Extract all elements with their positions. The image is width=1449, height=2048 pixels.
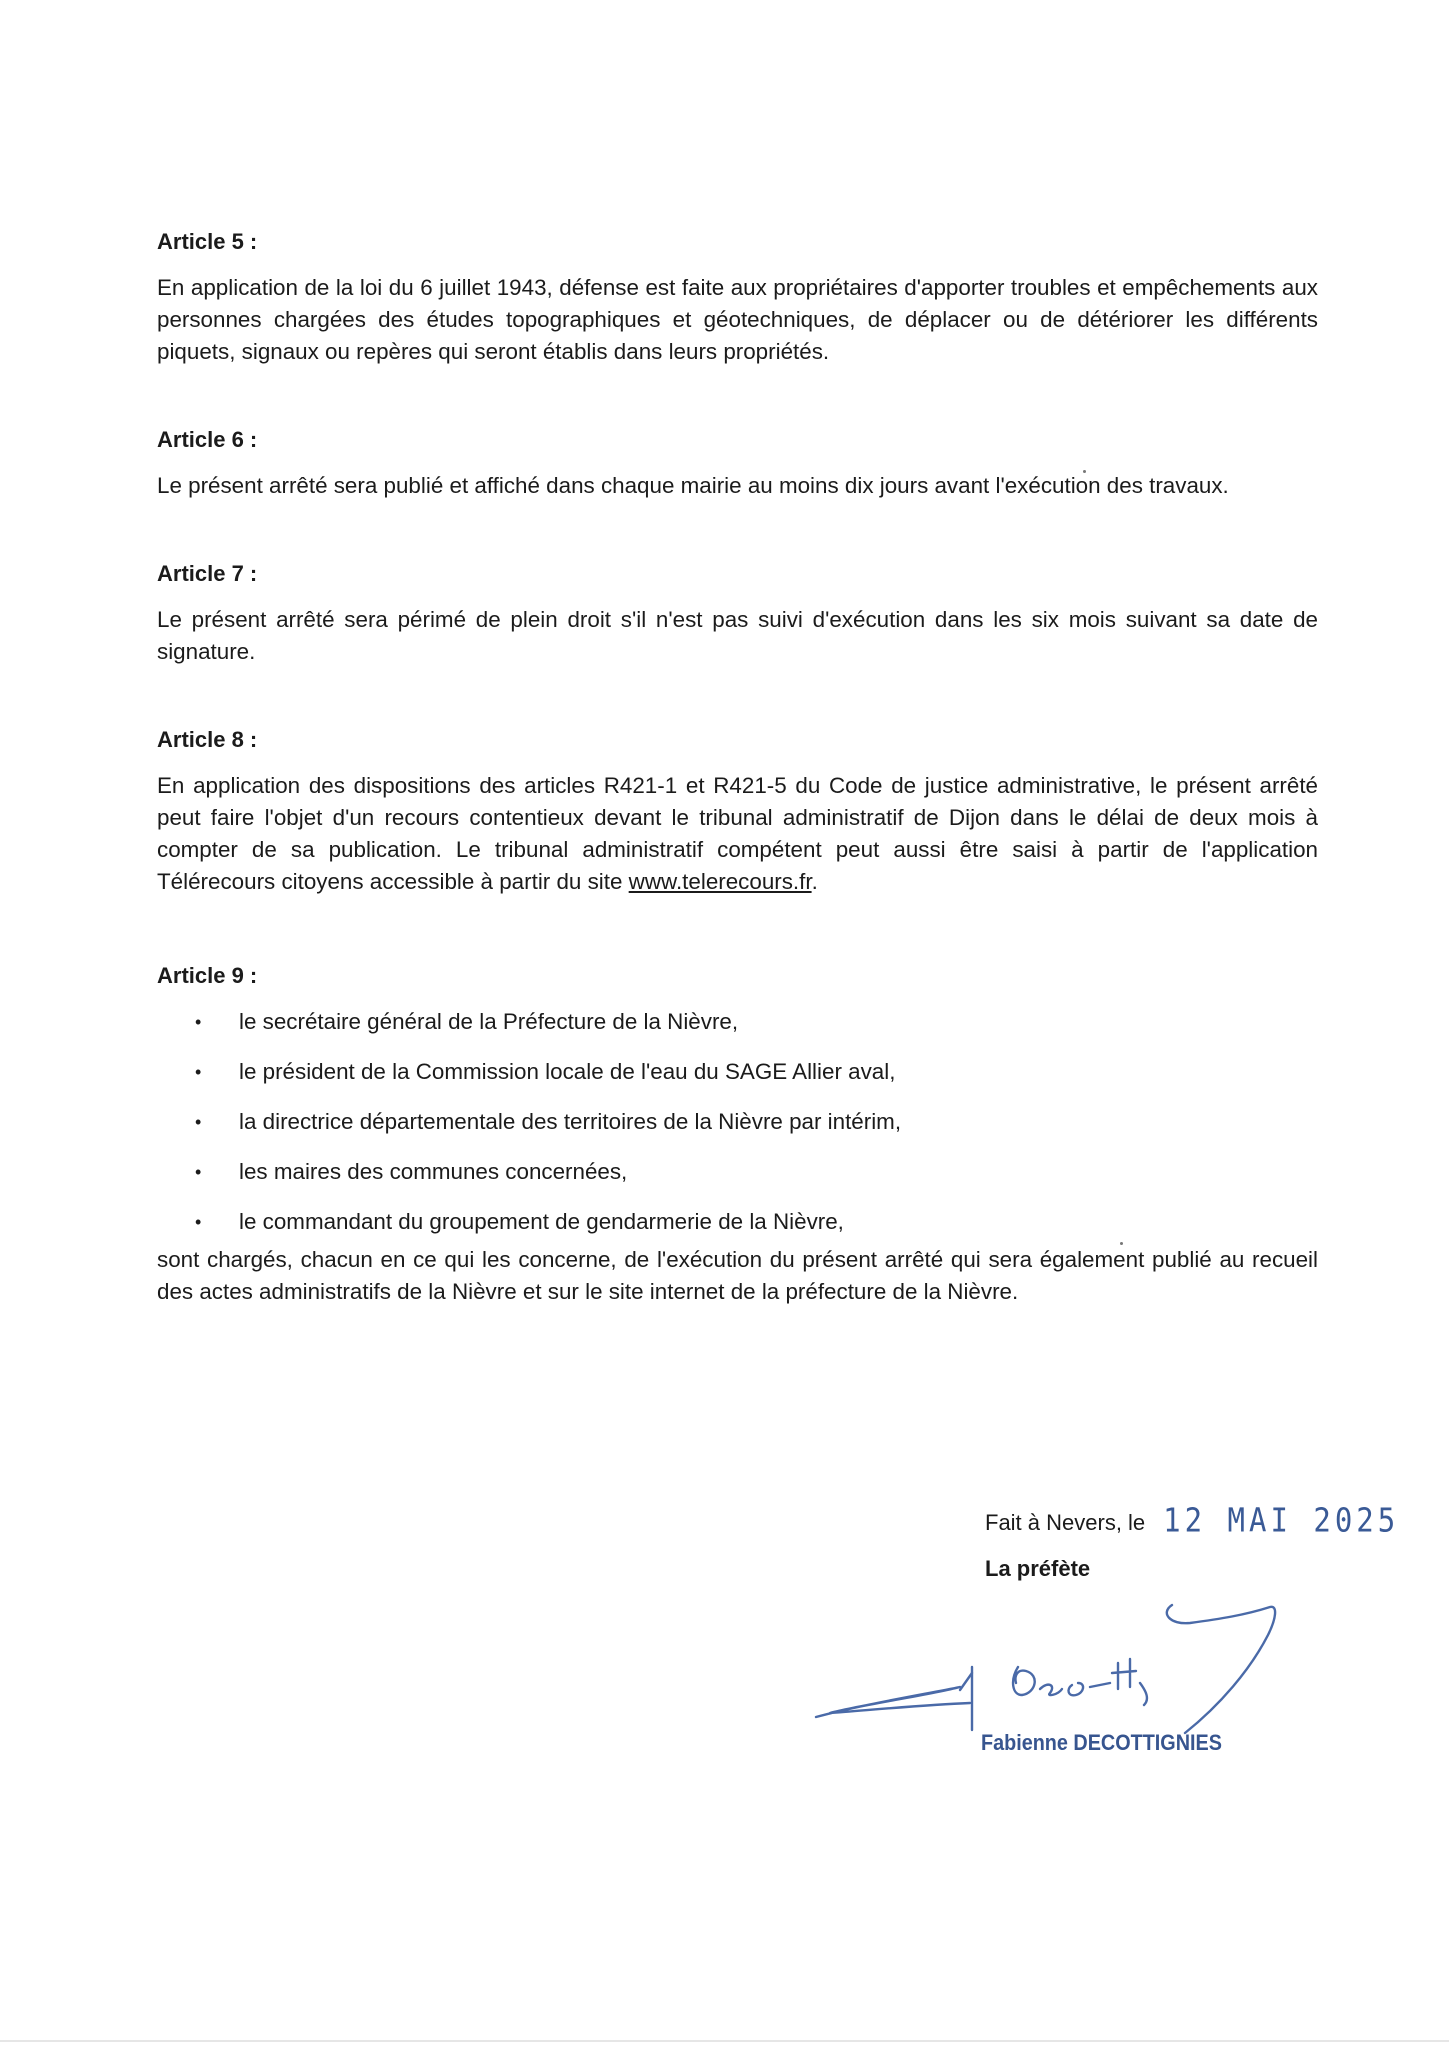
article-text: Le présent arrêté sera périmé de plein droit s'il n'est pas suivi d'exécution dans les six mois suivant sa date de signature.	[157, 607, 1318, 664]
article-heading: Article 6 :	[157, 427, 258, 452]
bullet: •	[195, 1062, 202, 1082]
article-8	[157, 724, 1318, 898]
article-text: En application de la loi du 6 juillet 1943, défense est faite aux propriétaires d'apporter troubles et empêchements aux personnes chargées des études topographiques et géotechniques, de déplacer ou de détériorer les différents piquets, signaux ou repères qui seront établis dans leurs propriétés.	[157, 275, 1318, 364]
signature-stroke	[1069, 1683, 1084, 1695]
signatory-title: La préfète	[985, 1556, 1091, 1581]
list-item-text: les maires des communes concernées,	[239, 1159, 628, 1184]
date-stamp: 12 MAI 2025	[1163, 1500, 1400, 1540]
bullet: •	[195, 1012, 202, 1032]
scan-speck	[1083, 470, 1086, 473]
bullet: •	[195, 1112, 202, 1132]
signatory-name: Fabienne DECOTTIGNIES	[981, 1730, 1222, 1755]
list-item	[157, 1056, 1318, 1088]
article-9	[157, 960, 1318, 1308]
telerecours-link[interactable]: www.telerecours.fr	[628, 869, 812, 894]
signature-stroke	[1140, 1683, 1147, 1705]
recipient-list	[157, 1006, 1318, 1238]
list-item-text: le commandant du groupement de gendarmerie de la Nièvre,	[239, 1209, 844, 1234]
article-7	[157, 558, 1318, 668]
article-heading: Article 9 :	[157, 963, 258, 988]
list-item-text: le secrétaire général de la Préfecture de la Nièvre,	[239, 1009, 739, 1034]
list-item	[157, 1006, 1318, 1038]
signature-stroke	[1112, 1659, 1136, 1689]
signature-stroke	[1013, 1667, 1035, 1695]
list-item	[157, 1156, 1318, 1188]
closing-paragraph: sont chargés, chacun en ce qui les concerne, de l'exécution du présent arrêté qui sera également publié au recueil des actes administratifs de la Nièvre et sur le site internet de la préfecture de la Nièvre.	[157, 1247, 1318, 1304]
list-item-text: le président de la Commission locale de l'eau du SAGE Allier aval,	[239, 1059, 896, 1084]
signature-stroke	[816, 1687, 970, 1717]
document-body	[157, 226, 1318, 1308]
article-text-body: En application des dispositions des articles R421-1 et R421-5 du Code de justice administrative, le présent arrêté peut faire l'objet d'un recours contentieux devant le tribunal administratif de Dijon dans le délai de deux mois à compter de sa publication. Le tribunal administratif compétent peut aussi être saisi à partir de l'application Télérecours citoyens accessible à partir du site	[157, 773, 1318, 894]
date-line	[985, 1500, 1405, 1540]
article-heading: Article 7 :	[157, 561, 258, 586]
place-line: Fait à Nevers, le	[985, 1510, 1146, 1535]
handwritten-signature	[800, 1555, 1300, 1755]
article-heading: Article 5 :	[157, 229, 258, 254]
signature-stroke	[1090, 1683, 1110, 1687]
list-item-text: la directrice départementale des territoires de la Nièvre par intérim,	[239, 1109, 902, 1134]
signature-stroke	[960, 1673, 972, 1690]
article-5	[157, 226, 1318, 368]
list-item	[157, 1206, 1318, 1238]
list-item	[157, 1106, 1318, 1138]
bullet: •	[195, 1162, 202, 1182]
scan-edge	[0, 2040, 1449, 2042]
article-text: Le présent arrêté sera publié et affiché dans chaque mairie au moins dix jours avant l'exécution des travaux.	[157, 473, 1229, 498]
signature-stroke	[1040, 1685, 1062, 1695]
article-text-end: .	[811, 869, 818, 894]
article-6	[157, 424, 1318, 502]
scan-speck	[1120, 1242, 1123, 1245]
article-heading: Article 8 :	[157, 727, 258, 752]
article-text	[157, 770, 1318, 898]
bullet: •	[195, 1212, 202, 1232]
signature-stroke	[1167, 1605, 1275, 1733]
